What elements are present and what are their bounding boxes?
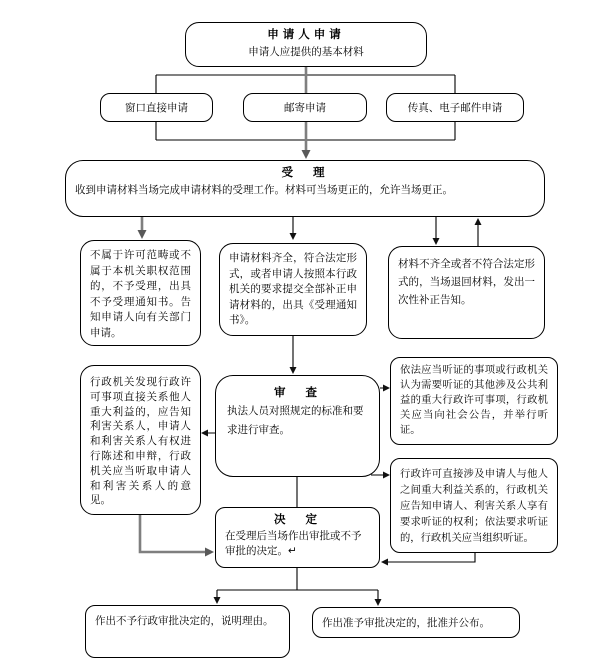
node-notify-parties bbox=[80, 365, 201, 515]
node-review-title: 审 查 bbox=[273, 385, 321, 399]
node-accept-complete-body: 申请材料齐全，符合法定形式，或者申请人按照本行政机关的要求提交全部补正申请材料的，出具《受理通知书》。 bbox=[229, 252, 357, 326]
node-accept-body: 收到申请材料当场完成申请材料的受理工作。材料可当场更正的，允许当场更正。 bbox=[75, 184, 453, 196]
node-notify-parties-body: 行政机关发现行政许可事项直接关系他人重大利益的，应告知利害关系人，申请人和利害关系人有权进行陈述和申辩，行政机关应当听取申请人和利害关系人的意见。 bbox=[90, 376, 191, 507]
arrowhead-right bbox=[383, 385, 390, 392]
node-deny-body: 作出不予行政审批决定的，说明理由。 bbox=[95, 615, 274, 627]
node-return-materials-body: 材料不齐全或者不符合法定形式的，当场退回材料，发出一次性补正告知。 bbox=[398, 258, 535, 306]
node-channel-mail bbox=[243, 93, 367, 122]
node-channel-window bbox=[100, 93, 213, 122]
node-return-materials bbox=[388, 246, 545, 339]
node-apply-title: 申请人申请 bbox=[267, 27, 345, 41]
node-apply-subtitle: 申请人应提供的基本材料 bbox=[248, 46, 364, 58]
arrowhead-left bbox=[201, 430, 208, 437]
node-accept-complete bbox=[219, 243, 367, 336]
arrowhead bbox=[375, 599, 382, 606]
arrowhead-up bbox=[475, 218, 482, 225]
node-reject-scope bbox=[80, 240, 201, 346]
arrowhead-thick bbox=[138, 230, 147, 239]
node-apply bbox=[185, 22, 427, 67]
node-approve bbox=[312, 607, 520, 638]
node-accept bbox=[65, 160, 545, 217]
node-channel-window-label: 窗口直接申请 bbox=[125, 102, 188, 114]
node-channel-fax-label: 传真、电子邮件申请 bbox=[407, 102, 503, 114]
node-accept-title: 受 理 bbox=[281, 165, 329, 179]
node-review bbox=[215, 375, 380, 477]
arrowhead-thick bbox=[302, 150, 311, 159]
arrowhead-left bbox=[381, 559, 388, 566]
node-reject-scope-body: 不属于许可范畴或不属于本机关职权范围的，不予受理，出具不予受理通知书。告知申请人向有关部门申请。 bbox=[90, 249, 191, 339]
node-approve-body: 作出准予审批决定的，批准并公布。 bbox=[322, 617, 490, 629]
arrowhead-right bbox=[383, 472, 390, 479]
arrowhead-thick-right bbox=[205, 548, 214, 557]
arrowhead bbox=[290, 367, 297, 374]
arrowhead bbox=[433, 238, 440, 245]
node-public-hearing bbox=[390, 357, 558, 445]
node-deny bbox=[85, 605, 290, 658]
arrowhead bbox=[214, 597, 221, 604]
node-channel-mail-label: 邮寄申请 bbox=[284, 102, 326, 114]
arrowhead bbox=[290, 233, 297, 240]
node-request-hearing bbox=[390, 458, 558, 553]
node-request-hearing-body: 行政许可直接涉及申请人与他人之间重大利益关系的，行政机关应告知申请人、利害关系人享有要求听证的权利；依法要求听证的，行政机关应当组织听证。 bbox=[400, 468, 548, 544]
node-review-body: 执法人员对照规定的标准和要求进行审查。 bbox=[227, 405, 364, 436]
node-channel-fax bbox=[386, 93, 524, 122]
node-public-hearing-body: 依法应当听证的事项或行政机关认为需要听证的其他涉及公共利益的重大行政许可事项，行政机关应当向社会公告，并举行听证。 bbox=[400, 364, 548, 436]
node-decision-title: 决 定 bbox=[273, 512, 321, 526]
node-decision-body: 在受理后当场作出审批或不予审批的决定。↵ bbox=[225, 530, 362, 557]
node-decision bbox=[215, 507, 380, 568]
